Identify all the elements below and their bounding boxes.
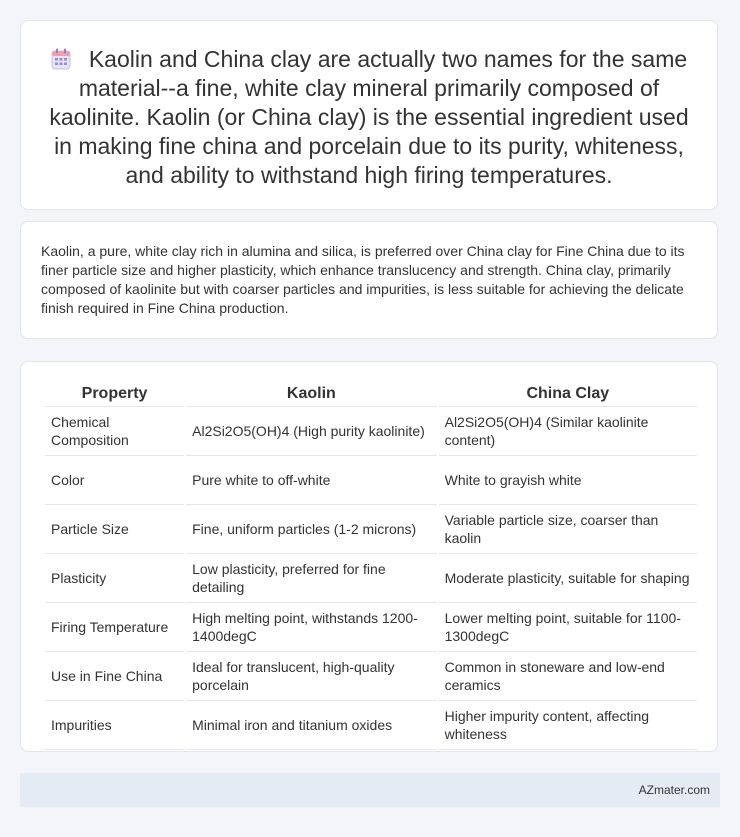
table-row [45, 701, 697, 750]
footer-brand[interactable]: AZmater.com [638, 783, 710, 797]
header-kaolin: Kaolin [186, 381, 436, 407]
title-card [20, 20, 718, 210]
kaolin-cell: Minimal iron and titanium oxides [186, 701, 436, 750]
property-cell: Particle Size [45, 505, 184, 554]
summary-card [20, 221, 718, 339]
kaolin-cell: Fine, uniform particles (1-2 microns) [186, 505, 436, 554]
table-row [45, 456, 697, 505]
china-clay-cell: Moderate plasticity, suitable for shaping [439, 554, 697, 603]
calendar-icon [51, 48, 71, 70]
china-clay-cell: Variable particle size, coarser than kaolin [439, 505, 697, 554]
property-cell: Impurities [45, 701, 184, 750]
header-china-clay: China Clay [439, 381, 697, 407]
table-row [45, 505, 697, 554]
china-clay-cell: Higher impurity content, affecting whiteness [439, 701, 697, 750]
property-cell: Firing Temperature [45, 603, 184, 652]
table-row [45, 652, 697, 701]
kaolin-cell: Al2Si2O5(OH)4 (High purity kaolinite) [186, 407, 436, 456]
property-cell: Color [45, 456, 184, 505]
header-property: Property [45, 381, 184, 407]
kaolin-cell: Ideal for translucent, high-quality porcelain [186, 652, 436, 701]
footer-bar [20, 773, 720, 807]
china-clay-cell: Lower melting point, suitable for 1100-1300degC [439, 603, 697, 652]
table-row [45, 603, 697, 652]
kaolin-cell: Low plasticity, preferred for fine detailing [186, 554, 436, 603]
kaolin-cell: Pure white to off-white [186, 456, 436, 505]
property-cell: Use in Fine China [45, 652, 184, 701]
china-clay-cell: Common in stoneware and low-end ceramics [439, 652, 697, 701]
china-clay-cell: White to grayish white [439, 456, 697, 505]
comparison-table [43, 381, 699, 750]
title-text: Kaolin and China clay are actually two names for the same material--a fine, white clay mineral primarily composed of kaolinite. Kaolin (or China clay) is the essential ingredient used in making fine china and porcelain due to its purity, whiteness, and ability to withstand high firing temperatures. [49, 46, 689, 188]
page-title [21, 21, 717, 190]
china-clay-cell: Al2Si2O5(OH)4 (Similar kaolinite content) [439, 407, 697, 456]
kaolin-cell: High melting point, withstands 1200-1400degC [186, 603, 436, 652]
comparison-card [20, 361, 718, 752]
summary-text: Kaolin, a pure, white clay rich in alumina and silica, is preferred over China clay for Fine China due to its finer particle size and higher plasticity, which enhance translucency and strength. China clay, primarily composed of kaolinite but with coarser particles and impurities, is less suitable for achieving the delicate finish required in Fine China production. [41, 243, 685, 316]
table-row [45, 554, 697, 603]
property-cell: Plasticity [45, 554, 184, 603]
table-row [45, 407, 697, 456]
property-cell: Chemical Composition [45, 407, 184, 456]
table-header-row [45, 381, 697, 407]
